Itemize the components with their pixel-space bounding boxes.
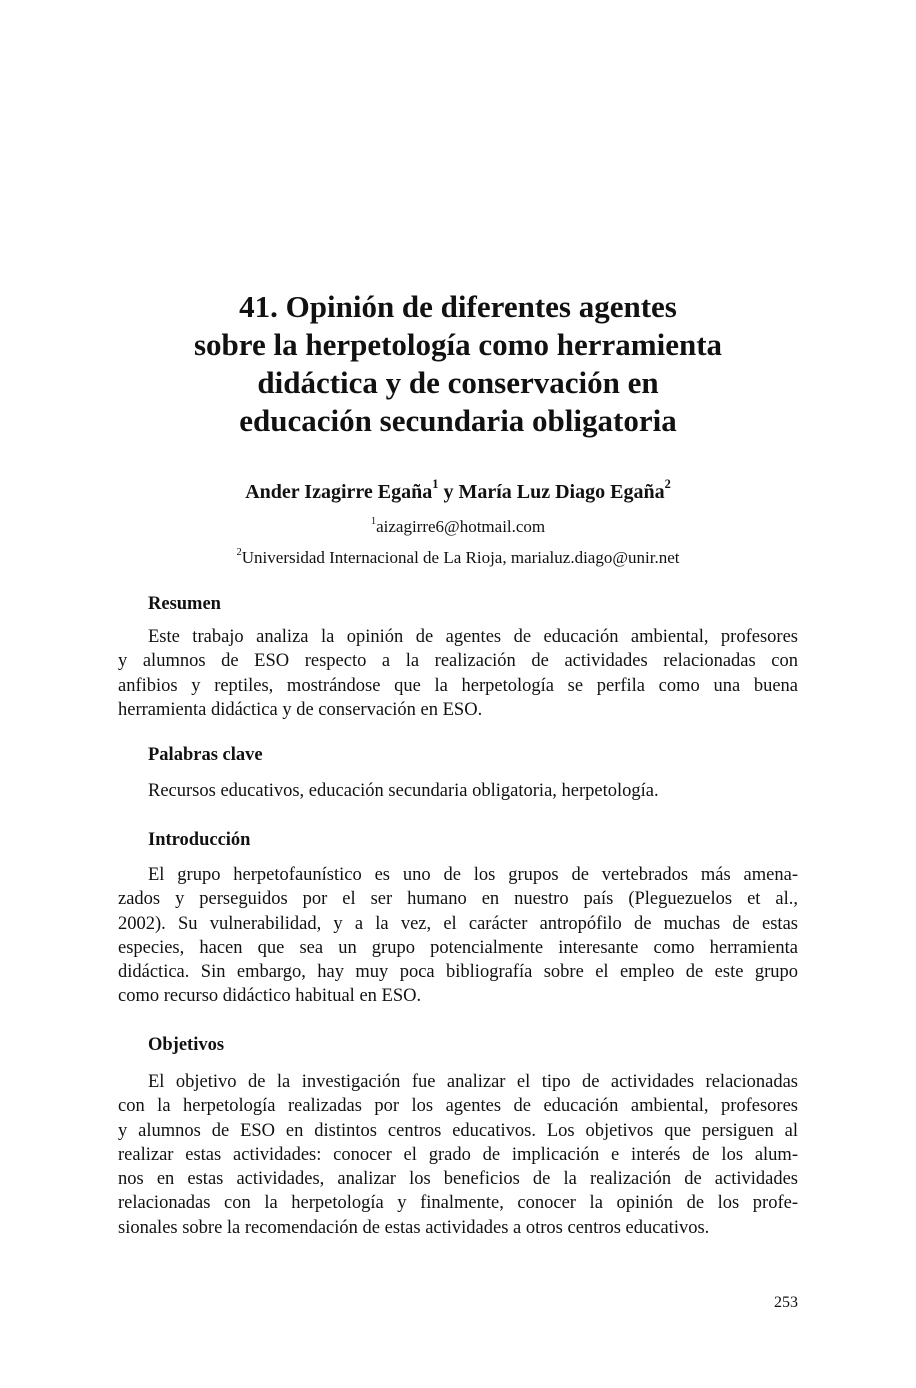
paragraph-line: como recurso didáctico habitual en ESO.	[118, 986, 422, 1007]
author-1-superscript: 1	[432, 477, 439, 492]
affiliation-2-text: Universidad Internacional de La Rioja, marialuz.diago@unir.net	[241, 548, 680, 567]
introduccion-heading: Introducción	[148, 830, 251, 850]
paragraph-line: realizar estas actividades: conocer el grado de implicación e interés de los alum-	[118, 1144, 798, 1165]
affiliation-1	[118, 516, 798, 538]
paragraph-line: relacionadas con la herpetología y finalmente, conocer la opinión de los profe-	[118, 1193, 798, 1214]
page-number: 253	[774, 1294, 798, 1311]
title-line: didáctica y de conservación en	[257, 365, 659, 400]
affiliation-2-superscript: 2	[236, 546, 242, 558]
paragraph-line: 2002). Su vulnerabilidad, y a la vez, el carácter antropófilo de muchas de estas	[118, 913, 798, 934]
paragraph-line: El objetivo de la investigación fue analizar el tipo de actividades relacionadas	[148, 1072, 798, 1092]
paragraph-line: y alumnos de ESO respecto a la realización de actividades relacionadas con	[118, 651, 798, 672]
paragraph-line: nos en estas actividades, analizar los beneficios de la realización de actividades	[118, 1169, 798, 1190]
affiliation-1-text: aizagirre6@hotmail.com	[376, 517, 546, 536]
author-conjunction: y	[438, 481, 459, 503]
affiliation-1-superscript: 1	[370, 515, 377, 527]
paragraph-line: sionales sobre la recomendación de estas actividades a otros centros educativos.	[118, 1217, 710, 1238]
objetivos-paragraph	[118, 1070, 798, 1240]
paragraph-line: El grupo herpetofaunístico es uno de los grupos de vertebrados más amena-	[148, 865, 798, 885]
authors-line	[118, 479, 798, 505]
objetivos-heading: Objetivos	[148, 1035, 225, 1055]
paragraph-line: Este trabajo analiza la opinión de agentes de educación ambiental, profesores	[148, 627, 798, 647]
paragraph-line: herramienta didáctica y de conservación en ESO.	[118, 699, 483, 720]
paragraph-line: especies, hacen que sea un grupo potencialmente interesante como herramienta	[118, 937, 798, 958]
title-line: educación secundaria obligatoria	[239, 403, 677, 438]
author-2-name: María Luz Diago Egaña	[458, 481, 665, 503]
title-line: 41. Opinión de diferentes agentes	[239, 289, 677, 324]
affiliation-2	[118, 547, 798, 569]
paragraph-line: zados y perseguidos por el ser humano en nuestro país (Pleguezuelos et al.,	[118, 889, 798, 910]
palabras-clave-heading: Palabras clave	[148, 745, 263, 765]
palabras-clave-text: Recursos educativos, educación secundaria obligatoria, herpetología.	[148, 781, 659, 801]
paper-title	[118, 288, 798, 440]
paragraph-line: anfibios y reptiles, mostrándose que la herpetología se perfila como una buena	[118, 675, 798, 696]
paragraph-line: didáctica. Sin embargo, hay muy poca bibliografía sobre el empleo de este grupo	[118, 962, 798, 983]
author-2-superscript: 2	[664, 477, 671, 492]
paragraph-line: con la herpetología realizadas por los agentes de educación ambiental, profesores	[118, 1096, 798, 1117]
resumen-heading: Resumen	[148, 594, 221, 614]
introduccion-paragraph	[118, 863, 798, 1009]
title-line: sobre la herpetología como herramienta	[193, 327, 723, 362]
paragraph-line: y alumnos de ESO en distintos centros educativos. Los objetivos que persiguen al	[118, 1120, 798, 1141]
author-1-name: Ander Izagirre Egaña	[245, 481, 433, 503]
resumen-paragraph	[118, 625, 798, 722]
